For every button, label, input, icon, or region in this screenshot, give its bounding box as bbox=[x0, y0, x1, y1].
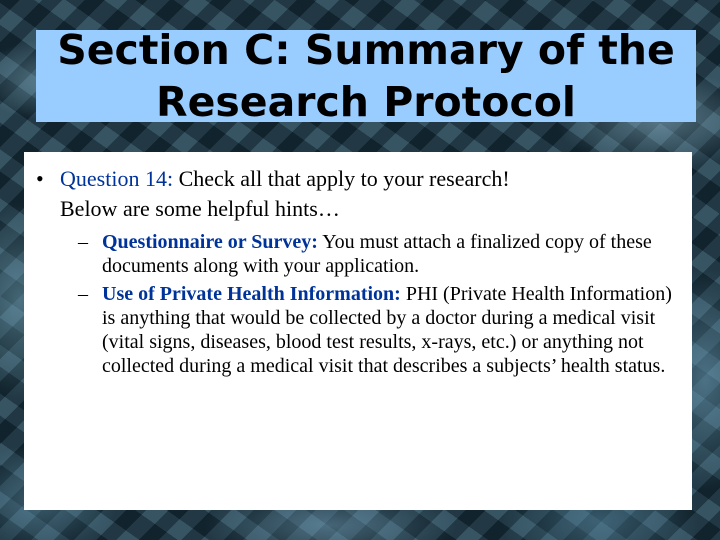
content-panel bbox=[24, 152, 692, 510]
sub-bullet-list bbox=[36, 230, 682, 378]
sub-item-phi bbox=[78, 282, 682, 378]
sub-item-text: You must attach a finalized copy of these documents along with your application. bbox=[102, 231, 652, 277]
bullet-text-line1: Check all that apply to your research! bbox=[173, 166, 510, 191]
bullet-text-line2: Below are some helpful hints… bbox=[60, 196, 340, 221]
bullet-icon: • bbox=[36, 166, 44, 191]
sub-item-label: Use of Private Health Information: bbox=[102, 283, 401, 305]
slide-title bbox=[36, 24, 696, 128]
dash-icon: – bbox=[78, 283, 88, 305]
sub-item-label: Questionnaire or Survey: bbox=[102, 231, 318, 253]
title-line-2: Research Protocol bbox=[156, 78, 576, 126]
sub-item-text: PHI (Private Health Information) is anything that would be collected by a doctor during a medical visit (vital signs, diseases, blood test results, x-rays, etc.) or anything not collected during a medical visit that describes a subjects’ health status. bbox=[102, 283, 672, 377]
bullet-question-14 bbox=[36, 164, 682, 224]
dash-icon: – bbox=[78, 231, 88, 253]
sub-item-questionnaire bbox=[78, 230, 682, 278]
title-line-1: Section C: Summary of the bbox=[57, 26, 675, 74]
bullet-label: Question 14: bbox=[60, 166, 174, 191]
